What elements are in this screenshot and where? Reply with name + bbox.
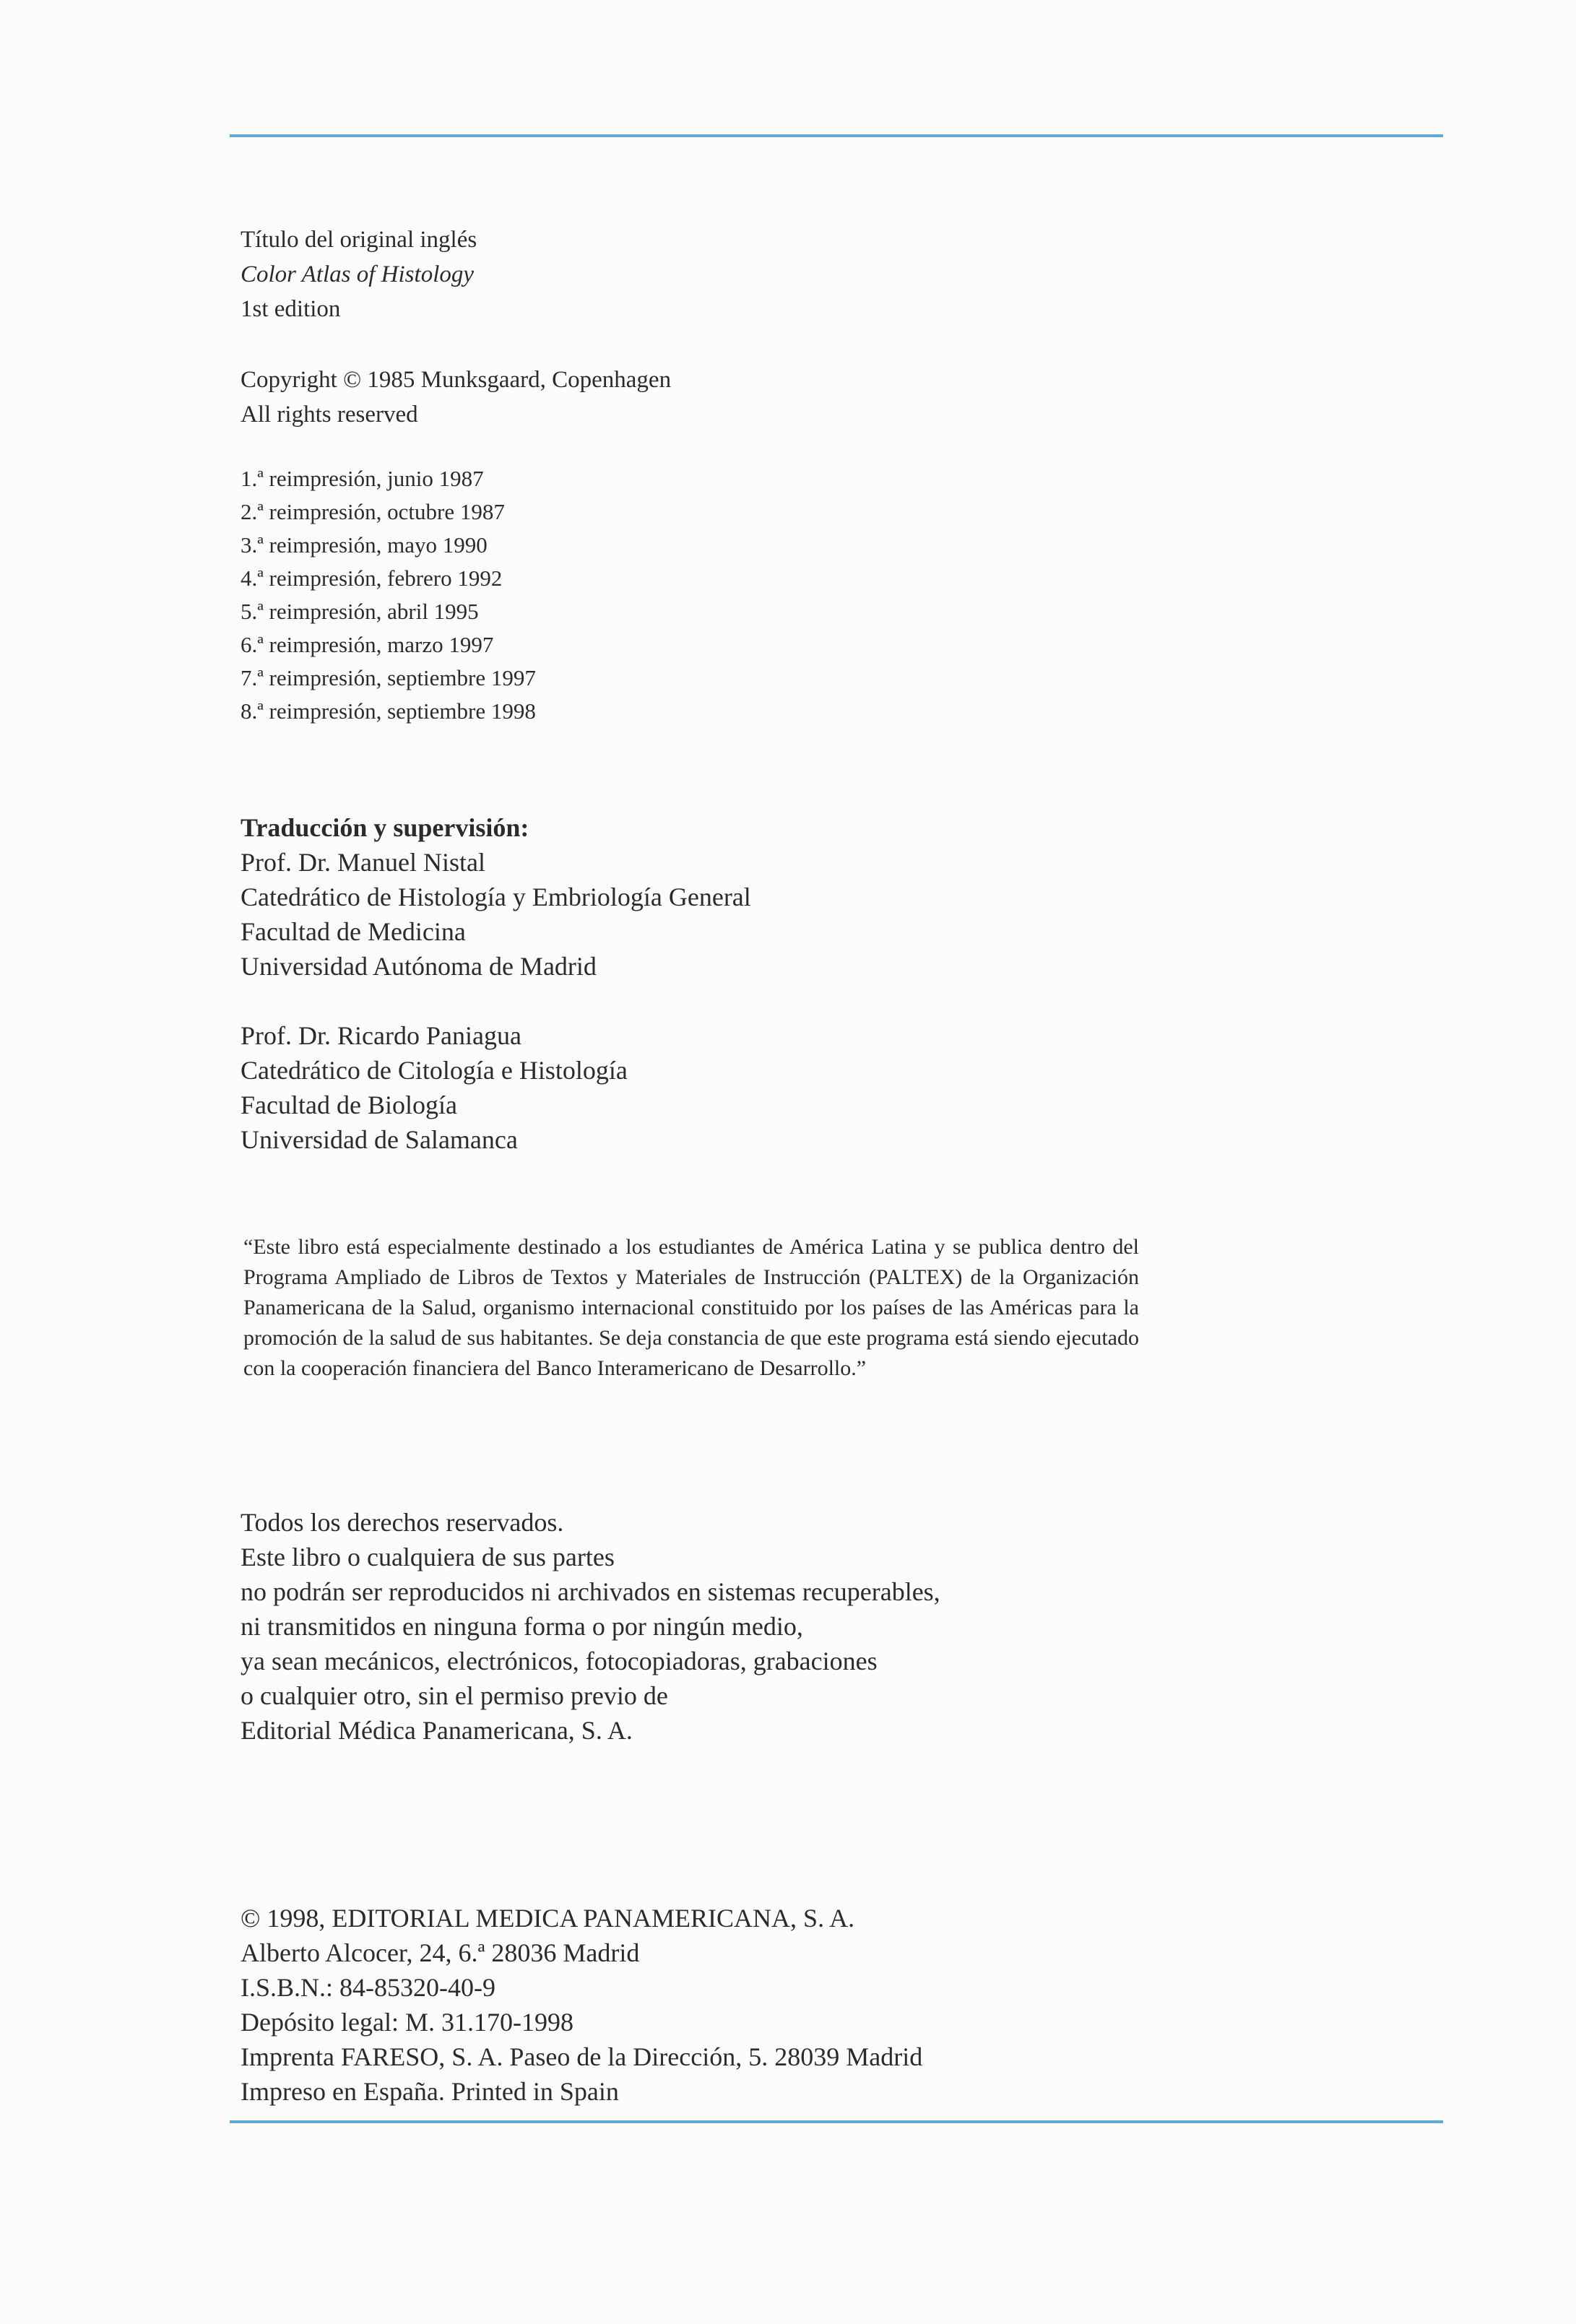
rights-line: ya sean mecánicos, electrónicos, fotocopiadoras, grabaciones: [241, 1647, 878, 1675]
bottom-rule: [230, 2120, 1443, 2123]
original-copyright-block: [241, 363, 671, 432]
publisher-line: I.S.B.N.: 84-85320-40-9: [241, 1973, 495, 2002]
reprint-item: 5.ª reimpresión, abril 1995: [241, 599, 479, 624]
translator2-line: Facultad de Biología: [241, 1091, 457, 1119]
translator1-line: Prof. Dr. Manuel Nistal: [241, 848, 485, 877]
translation-block: [241, 810, 751, 984]
all-rights-reserved: All rights reserved: [241, 402, 418, 428]
original-edition: 1st edition: [241, 296, 341, 322]
publisher-line: Depósito legal: M. 31.170-1998: [241, 2008, 573, 2037]
reprint-item: 8.ª reimpresión, septiembre 1998: [241, 698, 536, 724]
rights-line: no podrán ser reproducidos ni archivados en sistemas recuperables,: [241, 1577, 940, 1606]
translation-heading: Traducción y supervisión:: [241, 813, 529, 842]
paltex-note: “Este libro está especialmente destinado a los estudiantes de América Latina y se publica dentro del Programa Ampliado de Libros de Textos y Materiales de Instrucción (PALTEX) de la Organización Panamericana de la Salud, organismo internacional constituido por los países de las Américas para la promoción de la salud de sus habitantes. Se deja constancia de que este programa está siendo ejecutado con la cooperación financiera del Banco Interamericano de Desarrollo.”: [243, 1235, 1139, 1380]
translator1-line: Universidad Autónoma de Madrid: [241, 952, 597, 981]
publisher-line: Impreso en España. Printed in Spain: [241, 2077, 619, 2106]
reprints-list: [241, 462, 536, 728]
reprint-item: 1.ª reimpresión, junio 1987: [241, 466, 484, 491]
original-title-block: [241, 222, 477, 326]
reprint-item: 7.ª reimpresión, septiembre 1997: [241, 665, 536, 690]
publisher-line: © 1998, EDITORIAL MEDICA PANAMERICANA, S. A.: [241, 1904, 855, 1933]
reprint-item: 3.ª reimpresión, mayo 1990: [241, 532, 488, 558]
rights-line: ni transmitidos en ninguna forma o por ningún medio,: [241, 1612, 803, 1641]
translator1-line: Facultad de Medicina: [241, 917, 466, 946]
reprint-item: 6.ª reimpresión, marzo 1997: [241, 632, 494, 657]
reprint-item: 2.ª reimpresión, octubre 1987: [241, 499, 505, 524]
rights-line: o cualquier otro, sin el permiso previo de: [241, 1681, 668, 1710]
rights-block: [241, 1505, 940, 1748]
translator1-line: Catedrático de Histología y Embriología General: [241, 883, 751, 911]
rights-line: Este libro o cualquiera de sus partes: [241, 1543, 615, 1571]
rights-line: Todos los derechos reservados.: [241, 1508, 564, 1537]
original-title: Color Atlas of Histology: [241, 261, 475, 287]
rights-line: Editorial Médica Panamericana, S. A.: [241, 1716, 633, 1745]
publisher-block: [241, 1901, 922, 2109]
translator2-line: Universidad de Salamanca: [241, 1125, 518, 1154]
top-rule: [230, 134, 1443, 137]
publisher-line: Alberto Alcocer, 24, 6.ª 28036 Madrid: [241, 1938, 640, 1967]
original-copyright-line: Copyright © 1985 Munksgaard, Copenhagen: [241, 367, 672, 393]
original-label: Título del original inglés: [241, 227, 477, 253]
reprint-item: 4.ª reimpresión, febrero 1992: [241, 565, 503, 591]
translator2-block: [241, 1018, 628, 1157]
publisher-line: Imprenta FARESO, S. A. Paseo de la Dirección, 5. 28039 Madrid: [241, 2042, 923, 2071]
translator2-line: Catedrático de Citología e Histología: [241, 1056, 628, 1085]
translator2-line: Prof. Dr. Ricardo Paniagua: [241, 1021, 521, 1050]
